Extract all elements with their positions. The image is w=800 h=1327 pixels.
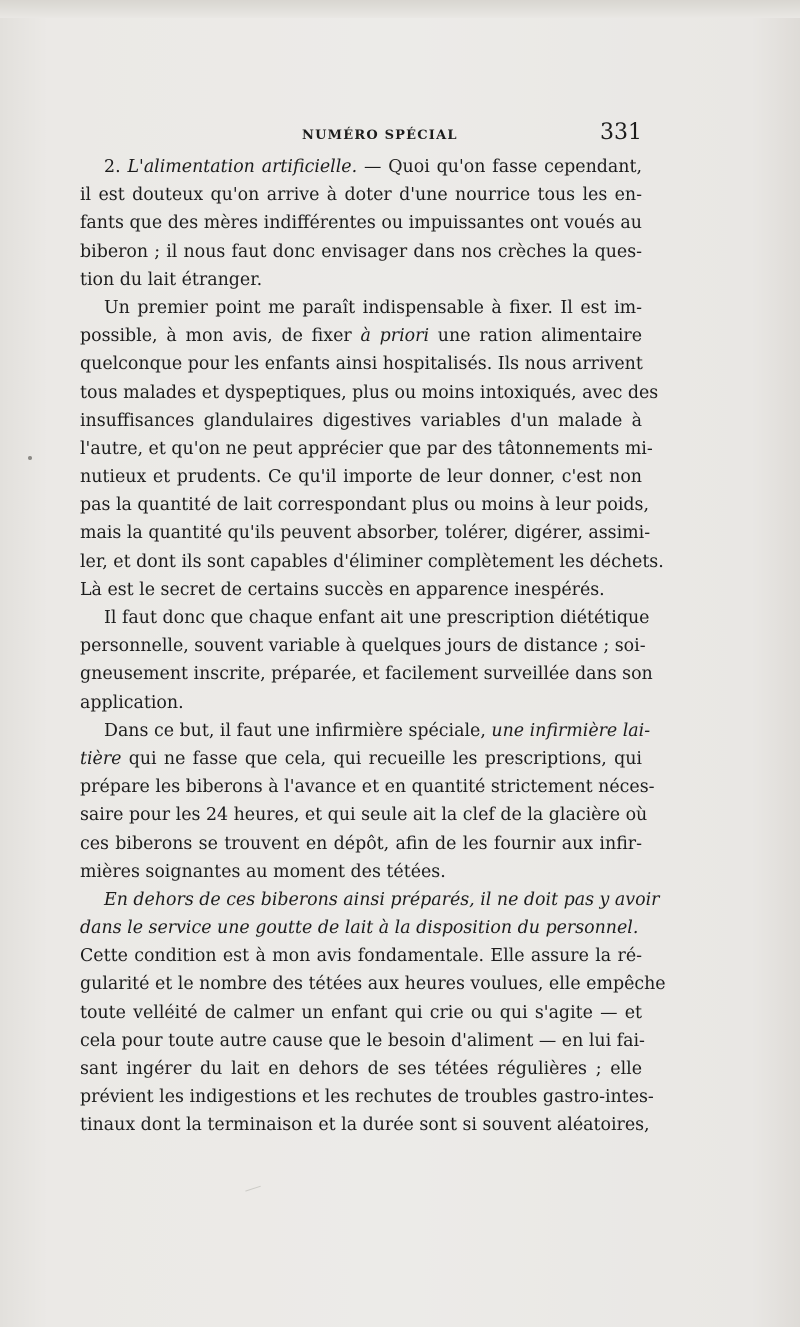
text-line: gularité et le nombre des tétées aux heures voulues, elle empêche (80, 974, 666, 995)
text-line: Un premier point me paraît indispensable à fixer. Il est im- (104, 297, 642, 318)
text-line: Il faut donc que chaque enfant ait une prescription diététique (104, 608, 650, 628)
text-line: toute velléité de calmer un enfant qui crie ou qui s'agite — et (80, 1002, 642, 1023)
margin-speck (28, 456, 32, 460)
text-line: possible, à mon avis, de fixer à priori une ration alimentaire (80, 326, 642, 347)
text-line: pas la quantité de lait correspondant plus ou moins à leur poids, (80, 495, 649, 516)
text-line: cela pour toute autre cause que le besoin d'aliment — en lui fai- (80, 1030, 645, 1051)
text-line: sant ingérer du lait en dehors de ses tétées régulières ; elle (80, 1059, 642, 1079)
text-line: tinaux dont la terminaison et la durée sont si souvent aléatoires, (80, 1115, 650, 1136)
text-line: mières soignantes au moment des tétées. (80, 861, 446, 882)
text-line: Là est le secret de certains succès en apparence inespérés. (80, 579, 605, 600)
text-line: 2. L'alimentation artificielle. — Quoi qu'on fasse cependant, (104, 157, 643, 177)
text-line: tion du lait étranger. (80, 269, 263, 290)
text-line: tière qui ne fasse que cela, qui recueille les prescriptions, qui (80, 748, 642, 769)
paragraph (80, 153, 642, 294)
text-line: prépare les biberons à l'avance et en quantité strictement néces- (80, 777, 655, 798)
text-line: ler, et dont ils sont capables d'éliminer complètement les déchets. (80, 551, 664, 572)
page-number: 331 (600, 120, 642, 145)
page-top-edge (0, 0, 800, 18)
text-line: quelconque pour les enfants ainsi hospitalisés. Ils nous arrivent (80, 354, 643, 375)
text-line: gneusement inscrite, préparée, et facilement surveillée dans son (80, 664, 653, 685)
section-title: L'alimentation artificielle. (127, 157, 358, 177)
text-line: nutieux et prudents. Ce qu'il importe de leur donner, c'est non (80, 467, 642, 488)
paragraph (80, 604, 653, 717)
text-line: En dehors de ces biberons ainsi préparés, il ne doit pas y avoir (104, 889, 660, 910)
paper-mark (245, 1186, 262, 1198)
text-line: insuffisances glandulaires digestives variables d'un malade à (80, 410, 642, 431)
text-line: l'autre, et qu'on ne peut apprécier que par des tâtonnements mi- (80, 438, 653, 459)
paragraph (80, 886, 666, 1140)
text-line: personnelle, souvent variable à quelques jours de distance ; soi- (80, 636, 646, 657)
paragraph (80, 294, 664, 604)
text-line: fants que des mères indifférentes ou impuissantes ont voués au (80, 213, 642, 234)
text-line: dans le service une goutte de lait à la disposition du personnel. (80, 918, 639, 939)
paragraph (80, 717, 655, 886)
text-line: Dans ce but, il faut une infirmière spéciale, une infirmière lai- (104, 720, 651, 741)
text-line: Cette condition est à mon avis fondamentale. Elle assure la ré- (80, 946, 642, 967)
text-line: saire pour les 24 heures, et qui seule ait la clef de la glacière où (80, 805, 648, 826)
page-header (80, 120, 642, 154)
text-line: mais la quantité qu'ils peuvent absorber, tolérer, digérer, assimi- (80, 523, 651, 544)
text-line: prévient les indigestions et les rechutes de troubles gastro-intes- (80, 1087, 654, 1108)
text-line: application. (80, 692, 184, 713)
text-line: biberon ; il nous faut donc envisager dans nos crèches la ques- (80, 241, 642, 262)
running-head: NUMÉRO SPÉCIAL (302, 128, 458, 143)
text-line: ces biberons se trouvent en dépôt, afin de les fournir aux infir- (80, 833, 642, 854)
body-text (80, 153, 666, 1140)
text-line: il est douteux qu'on arrive à doter d'une nourrice tous les en- (80, 185, 642, 206)
text-line: tous malades et dyspeptiques, plus ou moins intoxiqués, avec des (80, 382, 659, 403)
